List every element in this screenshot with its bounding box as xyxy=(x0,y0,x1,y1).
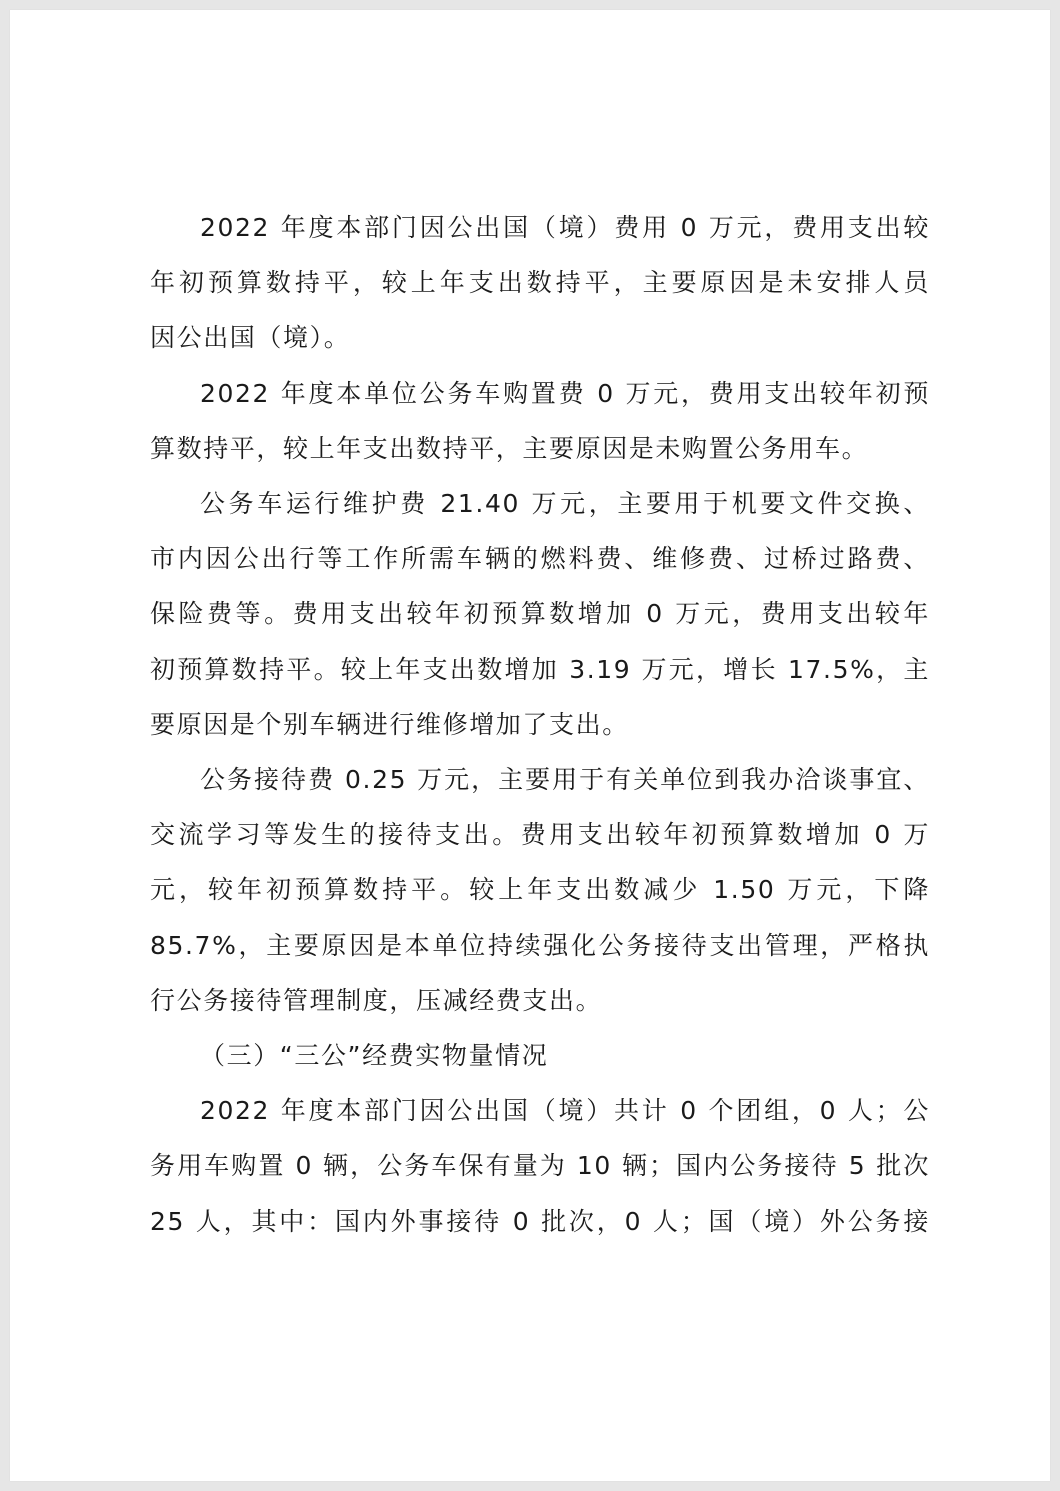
text-line: 行公务接待管理制度，压减经费支出。 xyxy=(150,985,603,1015)
text-line: 元，较年初预算数持平。较上年支出数减少 1.50 万元，下降 xyxy=(150,875,930,905)
section-heading: （三）“三公”经费实物量情况 xyxy=(200,1041,549,1071)
text-line: 25 人，其中：国内外事接待 0 批次，0 人；国（境）外公务接 xyxy=(150,1206,930,1236)
document-body xyxy=(150,200,930,1249)
text-line: 务用车购置 0 辆，公务车保有量为 10 辆；国内公务接待 5 批次 xyxy=(150,1151,930,1181)
text-line: 2022 年度本部门因公出国（境）费用 0 万元，费用支出较 xyxy=(200,213,930,242)
text-line: 85.7%，主要原因是本单位持续强化公务接待支出管理，严格执 xyxy=(150,930,930,960)
text-line: 保险费等。费用支出较年初预算数增加 0 万元，费用支出较年 xyxy=(150,599,930,629)
text-line: 公务车运行维护费 21.40 万元，主要用于机要文件交换、 xyxy=(200,489,930,519)
paragraph-reception xyxy=(150,752,930,1028)
text-line: 公务接待费 0.25 万元，主要用于有关单位到我办洽谈事宜、 xyxy=(200,765,930,795)
text-line: 2022 年度本部门因公出国（境）共计 0 个团组，0 人；公 xyxy=(200,1096,930,1126)
text-line: 要原因是个别车辆进行维修增加了支出。 xyxy=(150,709,629,739)
text-line: 因公出国（境）。 xyxy=(150,323,351,353)
text-line: 算数持平，较上年支出数持平，主要原因是未购置公务用车。 xyxy=(150,433,869,463)
paragraph-overseas-travel xyxy=(150,200,930,366)
text-line: 市内因公出行等工作所需车辆的燃料费、维修费、过桥过路费、 xyxy=(150,544,930,574)
paragraph-vehicle-maintenance xyxy=(150,476,930,752)
text-line: 年初预算数持平，较上年支出数持平，主要原因是未安排人员 xyxy=(150,268,930,298)
document-page xyxy=(10,10,1050,1481)
paragraph-physical-quantity xyxy=(150,1083,930,1249)
text-line: 交流学习等发生的接待支出。费用支出较年初预算数增加 0 万 xyxy=(150,820,930,850)
paragraph-vehicle-purchase xyxy=(150,366,930,476)
text-line: 2022 年度本单位公务车购置费 0 万元，费用支出较年初预 xyxy=(200,378,930,408)
text-line: 初预算数持平。较上年支出数增加 3.19 万元，增长 17.5%，主 xyxy=(150,654,930,684)
